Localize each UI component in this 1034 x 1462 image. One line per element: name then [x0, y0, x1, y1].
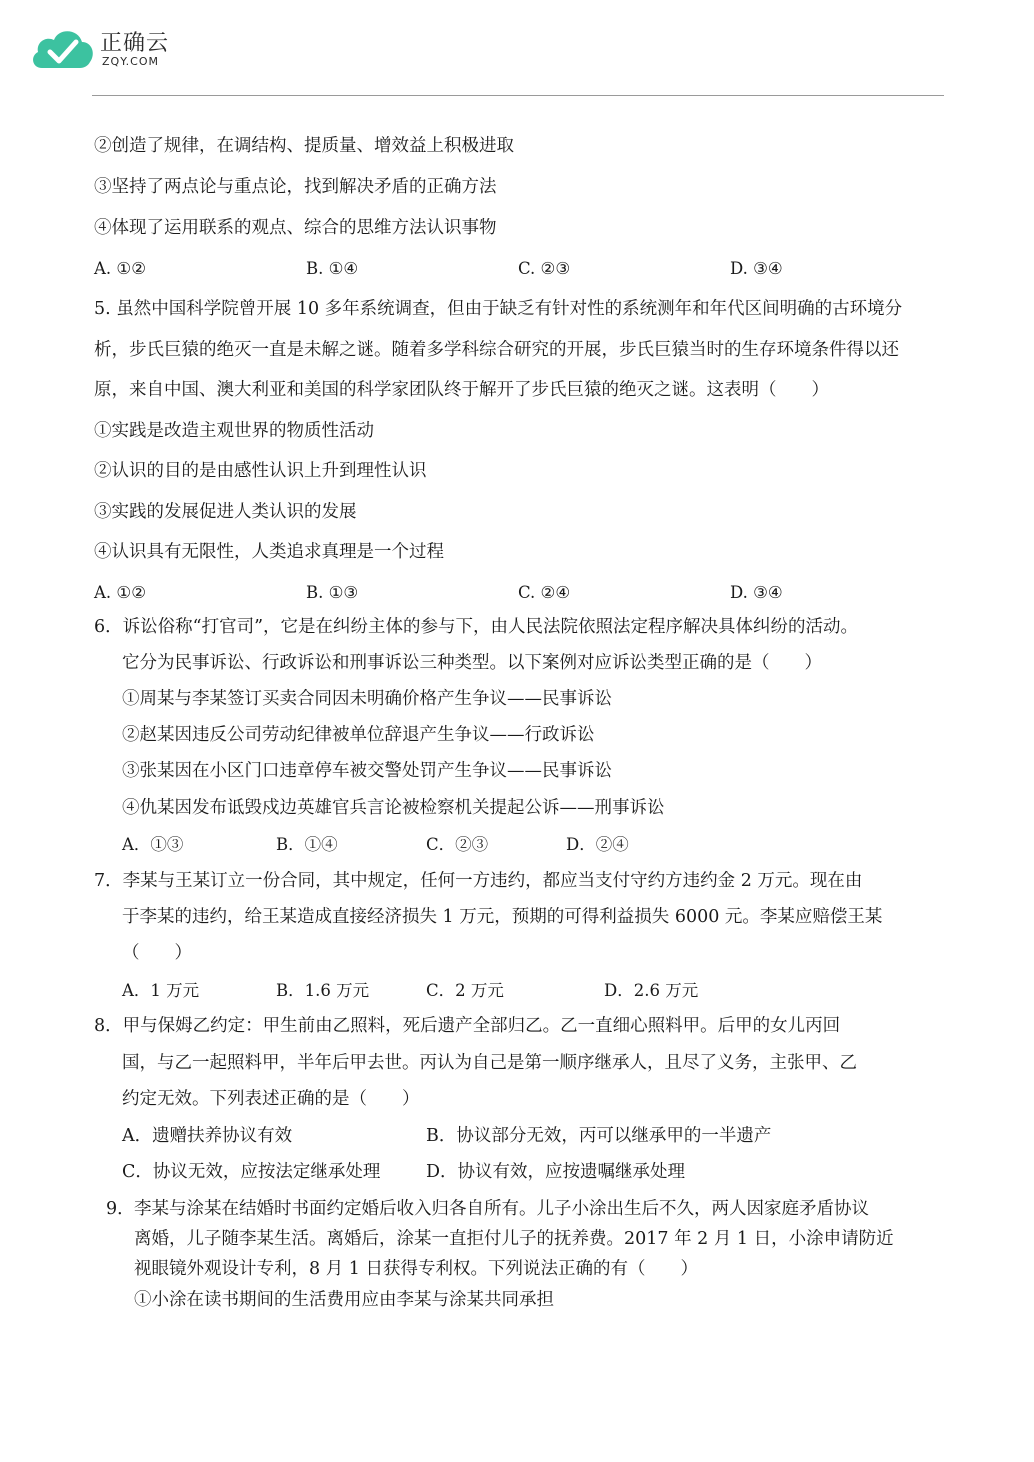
q8-option-b: B．协议部分无效，丙可以继承甲的一半遗产 — [426, 1126, 772, 1146]
q7-stem-line: 于李某的违约，给王某造成直接经济损失 1 万元，预期的可得利益损失 6000 元。李某应赔偿王某 — [122, 907, 883, 927]
page-header — [28, 22, 228, 78]
q6-option-a: A．①③ — [122, 835, 184, 854]
q5-option-a: A. ①② — [94, 583, 146, 602]
q4-option-a: A. ①② — [94, 259, 146, 278]
header-divider — [92, 95, 944, 96]
logo-chinese-name: 正确云 — [100, 31, 170, 56]
q8-stem-line: 约定无效。下列表述正确的是（ ） — [122, 1089, 420, 1109]
q5-stem-line: 5. 虽然中国科学院曾开展 10 多年系统调查，但由于缺乏有针对性的系统测年和年代区间明确的古环境分 — [94, 299, 903, 319]
q5-item: ①实践是改造主观世界的物质性活动 — [94, 421, 374, 441]
q8-option-d: D．协议有效，应按遗嘱继承处理 — [426, 1162, 686, 1182]
q6-stem-line: 它分为民事诉讼、行政诉讼和刑事诉讼三种类型。以下案例对应诉讼类型正确的是（ ） — [122, 653, 822, 673]
q4-item: ④体现了运用联系的观点、综合的思维方法认识事物 — [94, 218, 497, 238]
q8-stem-line: 国，与乙一起照料甲，半年后甲去世。丙认为自己是第一顺序继承人，且尽了义务，主张甲、乙 — [122, 1053, 857, 1073]
q6-option-d: D．②④ — [566, 835, 629, 854]
q4-item: ③坚持了两点论与重点论，找到解决矛盾的正确方法 — [94, 177, 497, 197]
q8-option-c: C．协议无效，应按法定继承处理 — [122, 1162, 381, 1182]
q4-option-b: B. ①④ — [306, 259, 359, 278]
q7-option-d: D．2.6 万元 — [604, 981, 699, 1000]
q5-item: ③实践的发展促进人类认识的发展 — [94, 502, 357, 522]
q7-option-a: A．1 万元 — [122, 981, 200, 1000]
q7-option-c: C．2 万元 — [426, 981, 504, 1000]
q5-stem-line: 析，步氏巨猿的绝灭一直是未解之谜。随着多学科综合研究的开展，步氏巨猿当时的生存环境条件得以还 — [94, 340, 899, 360]
q5-option-d: D. ③④ — [730, 583, 783, 602]
q8-stem-line: 8．甲与保姆乙约定：甲生前由乙照料，死后遗产全部归乙。乙一直细心照料甲。后甲的女儿丙回 — [94, 1016, 841, 1036]
cloud-check-logo-icon — [28, 22, 96, 74]
q5-option-b: B. ①③ — [306, 583, 359, 602]
q8-option-a: A．遗赠扶养协议有效 — [122, 1126, 293, 1146]
q6-item: ②赵某因违反公司劳动纪律被单位辞退产生争议——行政诉讼 — [122, 725, 595, 745]
q4-item: ②创造了规律，在调结构、提质量、增效益上积极进取 — [94, 136, 514, 156]
q7-option-b: B．1.6 万元 — [276, 981, 370, 1000]
q6-item: ③张某因在小区门口违章停车被交警处罚产生争议——民事诉讼 — [122, 761, 612, 781]
q9-stem-line: 视眼镜外观设计专利，8 月 1 日获得专利权。下列说法正确的有（ ） — [134, 1259, 698, 1279]
q5-stem-line: 原，来自中国、澳大利亚和美国的科学家团队终于解开了步氏巨猿的绝灭之谜。这表明（ ） — [94, 380, 829, 400]
q9-number: 9． — [106, 1199, 135, 1219]
q5-option-c: C. ②④ — [518, 583, 571, 602]
q4-option-d: D. ③④ — [730, 259, 783, 278]
q5-item: ④认识具有无限性，人类追求真理是一个过程 — [94, 542, 444, 562]
q6-option-c: C．②③ — [426, 835, 489, 854]
q6-option-b: B．①④ — [276, 835, 338, 854]
logo-domain-text: ZQY.COM — [102, 55, 160, 68]
q6-item: ①周某与李某签订买卖合同因未明确价格产生争议——民事诉讼 — [122, 689, 612, 709]
q4-option-c: C. ②③ — [518, 259, 571, 278]
q9-stem-line: 李某与涂某在结婚时书面约定婚后收入归各自所有。儿子小涂出生后不久，两人因家庭矛盾协议 — [134, 1199, 869, 1219]
q5-item: ②认识的目的是由感性认识上升到理性认识 — [94, 461, 427, 481]
q6-item: ④仇某因发布诋毁戍边英雄官兵言论被检察机关提起公诉——刑事诉讼 — [122, 798, 665, 818]
q9-stem-line: 离婚，儿子随李某生活。离婚后，涂某一直拒付儿子的抚养费。2017 年 2 月 1 日，小涂申请防近 — [134, 1229, 894, 1249]
q6-stem-line: 6．诉讼俗称“打官司”，它是在纠纷主体的参与下，由人民法院依照法定程序解决具体纠纷的活动。 — [94, 617, 859, 637]
q7-stem-line: （ ） — [122, 943, 192, 963]
q9-item: ①小涂在读书期间的生活费用应由李某与涂某共同承担 — [134, 1290, 554, 1310]
q7-stem-line: 7．李某与王某订立一份合同，其中规定，任何一方违约，都应当支付守约方违约金 2 万元。现在由 — [94, 871, 863, 891]
